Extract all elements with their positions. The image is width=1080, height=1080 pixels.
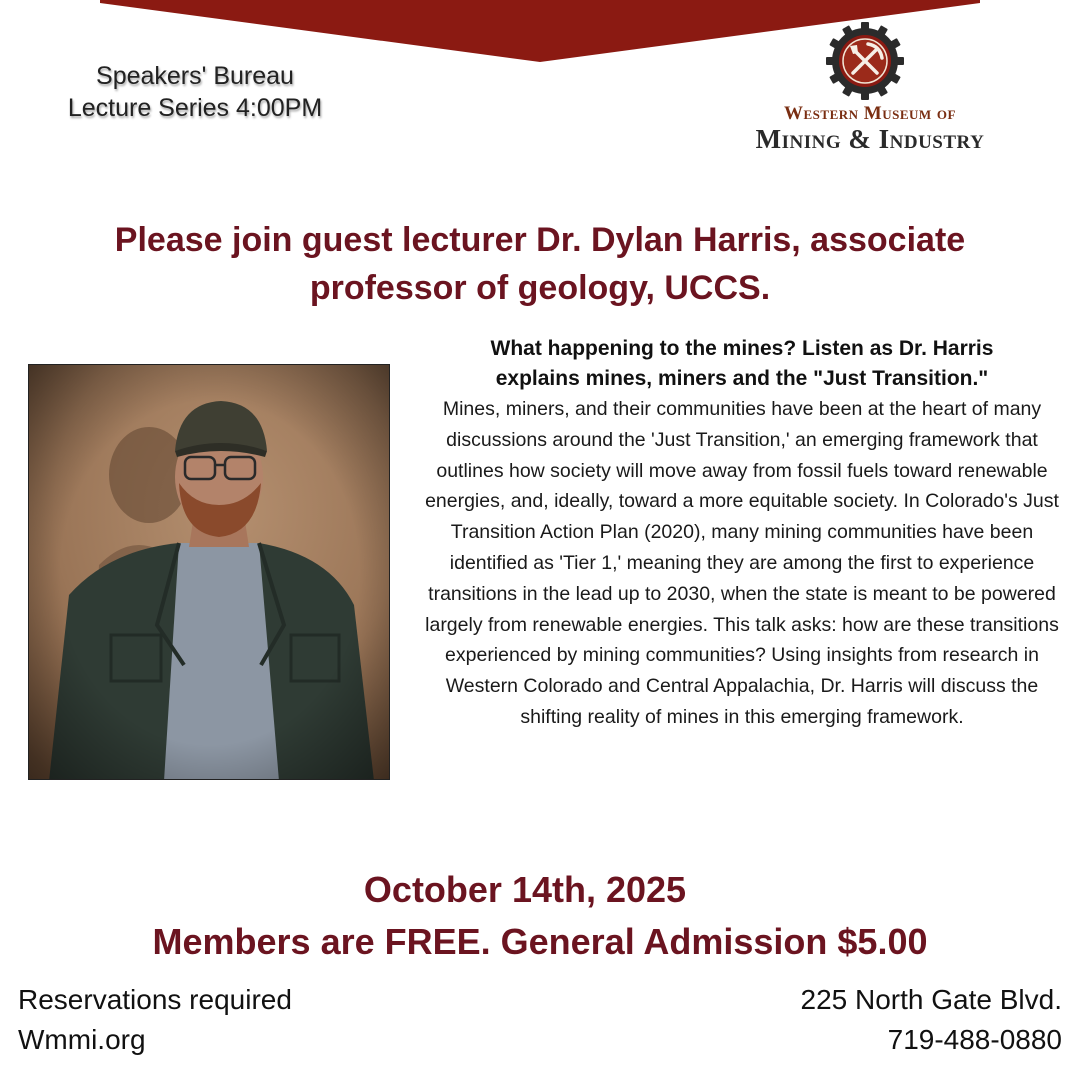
headline [40,216,1040,312]
series-title-line2: Lecture Series 4:00PM [67,94,323,122]
series-title-line1: Speakers' Bureau [96,62,294,90]
description-text: Mines, miners, and their communities have been at the heart of many discussions around the 'Just Transition,' an emerging framework that outlines how society will move away from fossil fuels toward renewable energies, and, ideally, toward a more equitable society. In Colorado's Just Transition Action Plan (2020), many mining communities have been identified as 'Tier 1,' meaning they are among the first to experience transitions in the lead up to 2030, when the state is meant to be powered largely from renewable energies. This talk asks: how are these transitions experienced by mining communities? Using insights from research in Western Colorado and Central Appalachia, Dr. Harris will discuss the shifting reality of mines in this emerging framework. [425,398,1059,728]
footer-left [18,980,292,1060]
footer-right [801,980,1062,1060]
logo-name-bottom: Mining & Industry [755,124,985,154]
address: 225 North Gate Blvd. [800,984,1062,1015]
lecture-description [420,334,1064,733]
lead-line2: explains mines, miners and the "Just Transition." [495,367,989,390]
headline-line2: professor of geology, UCCS. [309,269,771,307]
pickaxe-shovel-gear-icon [826,22,904,100]
lead-text [420,334,1064,394]
speaker-photo [28,364,390,780]
reservations-note: Reservations required [18,984,292,1015]
website-link[interactable]: Wmmi.org [18,1024,146,1055]
lead-line1: What happening to the mines? Listen as Dr. Harris [490,337,994,360]
headline-line1: Please join guest lecturer Dr. Dylan Harris, associate [114,221,966,259]
admission-info: Members are FREE. General Admission $5.00 [152,921,928,962]
phone-number[interactable]: 719-488-0880 [887,1024,1062,1055]
event-date: October 14th, 2025 [363,869,687,910]
series-title [30,60,360,124]
logo-name-top: Western Museum of [784,103,956,124]
top-banner [0,0,1080,62]
